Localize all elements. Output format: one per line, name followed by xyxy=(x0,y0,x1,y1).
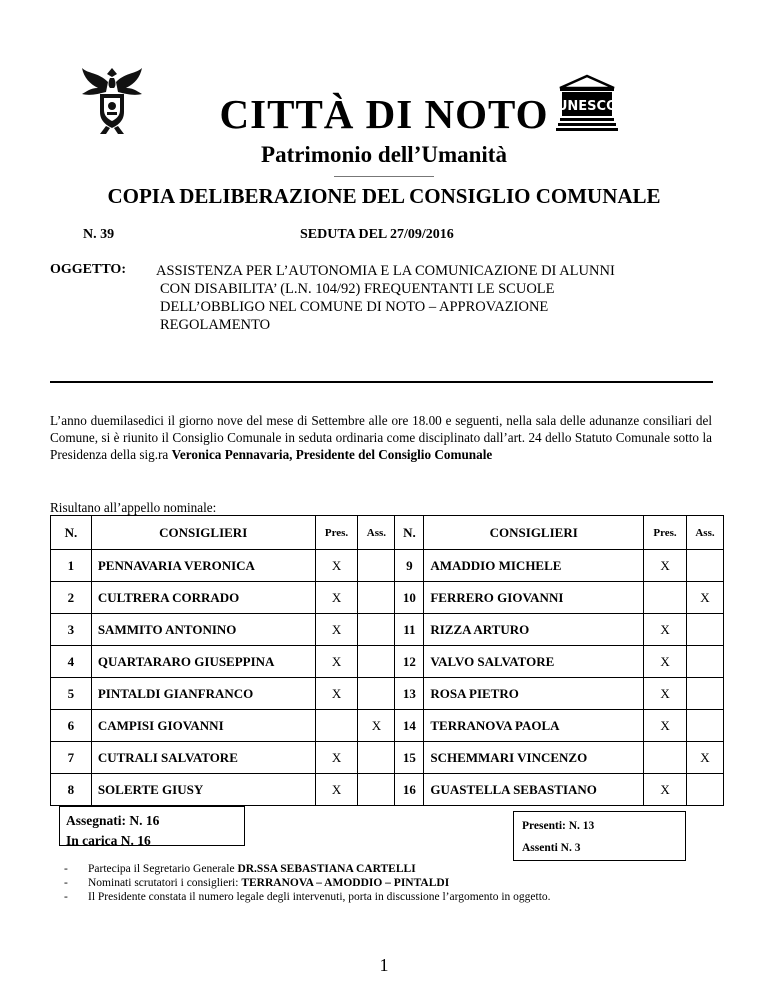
table-row xyxy=(51,646,724,678)
member-number: 9 xyxy=(395,550,424,582)
member-number: 11 xyxy=(395,614,424,646)
absent-mark xyxy=(358,550,395,582)
member-name: PINTALDI GIANFRANCO xyxy=(91,678,315,710)
member-name: QUARTARARO GIUSEPPINA xyxy=(91,646,315,678)
member-name: AMADDIO MICHELE xyxy=(424,550,644,582)
present-mark: X xyxy=(315,678,358,710)
absent-mark xyxy=(686,646,723,678)
oggetto-line: ASSISTENZA PER L’AUTONOMIA E LA COMUNICAZIONE DI ALUNNI xyxy=(156,263,615,279)
absent-mark xyxy=(358,774,395,806)
absent-mark xyxy=(686,710,723,742)
member-name: PENNAVARIA VERONICA xyxy=(91,550,315,582)
member-name: VALVO SALVATORE xyxy=(424,646,644,678)
col-header-n2: N. xyxy=(395,516,424,550)
presenti-count: Presenti: N. 13 xyxy=(522,820,595,832)
present-mark: X xyxy=(644,614,687,646)
absent-mark xyxy=(686,614,723,646)
intro-president: Veronica Pennavaria, Presidente del Consiglio Comunale xyxy=(171,447,493,462)
member-name: RIZZA ARTURO xyxy=(424,614,644,646)
table-row xyxy=(51,582,724,614)
present-mark xyxy=(644,582,687,614)
col-header-consiglieri2: CONSIGLIERI xyxy=(424,516,644,550)
table-row xyxy=(51,774,724,806)
note-item: - Il Presidente constata il numero legale degli intervenuti, porta in discussione l’argomento in oggetto. xyxy=(64,891,551,903)
member-name: GUASTELLA SEBASTIANO xyxy=(424,774,644,806)
section-divider xyxy=(50,381,713,383)
session-date: SEDUTA DEL 27/09/2016 xyxy=(300,227,454,242)
table-row xyxy=(51,614,724,646)
present-mark: X xyxy=(315,582,358,614)
deliberation-number: N. 39 xyxy=(83,227,115,242)
member-name: CAMPISI GIOVANNI xyxy=(91,710,315,742)
absent-mark: X xyxy=(686,582,723,614)
intro-text: L’anno duemilasedici il giorno nove del mese di Settembre alle ore 18.00 e seguenti, nella sala delle adunanze consiliari del Comune, si è riunito il Consiglio Comunale in seduta ordinaria come disciplinato dall’art. 24 dello Statuto Comunale sotto la Presidenza della sig.ra xyxy=(50,413,712,462)
member-name: SCHEMMARI VINCENZO xyxy=(424,742,644,774)
member-name: CUTRALI SALVATORE xyxy=(91,742,315,774)
present-mark: X xyxy=(315,742,358,774)
member-number: 8 xyxy=(51,774,92,806)
oggetto-text xyxy=(156,262,615,334)
member-name: FERRERO GIOVANNI xyxy=(424,582,644,614)
oggetto-line: DELL’OBBLIGO NEL COMUNE DI NOTO – APPROVAZIONE xyxy=(160,299,549,315)
absent-mark xyxy=(686,774,723,806)
member-name: SOLERTE GIUSY xyxy=(91,774,315,806)
assigned-box xyxy=(59,806,245,846)
member-number: 12 xyxy=(395,646,424,678)
absent-mark xyxy=(358,742,395,774)
unesco-logo-text: UNESCO xyxy=(556,99,618,114)
member-name: SAMMITO ANTONINO xyxy=(91,614,315,646)
assenti-count: Assenti N. 3 xyxy=(522,842,581,854)
subtitle-divider xyxy=(334,176,434,177)
table-row xyxy=(51,742,724,774)
note-item: - Partecipa il Segretario Generale DR.SSA SEBASTIANA CARTELLI xyxy=(64,863,416,875)
absent-mark xyxy=(358,582,395,614)
absent-mark xyxy=(358,646,395,678)
attendance-table-body xyxy=(51,550,724,806)
notes-list xyxy=(64,862,551,904)
in-carica-count: In carica N. 16 xyxy=(66,833,151,848)
member-number: 1 xyxy=(51,550,92,582)
present-mark: X xyxy=(644,678,687,710)
member-number: 2 xyxy=(51,582,92,614)
present-mark xyxy=(315,710,358,742)
member-number: 4 xyxy=(51,646,92,678)
present-mark: X xyxy=(315,774,358,806)
present-mark: X xyxy=(644,774,687,806)
present-mark: X xyxy=(644,646,687,678)
col-header-n: N. xyxy=(51,516,92,550)
assegnati-count: Assegnati: N. 16 xyxy=(66,813,160,828)
absent-mark: X xyxy=(686,742,723,774)
absent-mark: X xyxy=(358,710,395,742)
absent-mark xyxy=(686,550,723,582)
table-row xyxy=(51,678,724,710)
present-mark: X xyxy=(315,614,358,646)
member-number: 14 xyxy=(395,710,424,742)
col-header-consiglieri: CONSIGLIERI xyxy=(91,516,315,550)
present-mark: X xyxy=(644,710,687,742)
present-mark: X xyxy=(315,550,358,582)
absent-mark xyxy=(358,614,395,646)
oggetto-label: OGGETTO: xyxy=(50,262,126,277)
present-mark: X xyxy=(315,646,358,678)
oggetto-line: REGOLAMENTO xyxy=(160,317,271,333)
col-header-ass: Ass. xyxy=(358,516,395,550)
member-number: 15 xyxy=(395,742,424,774)
member-number: 10 xyxy=(395,582,424,614)
page-number: 1 xyxy=(379,955,389,975)
absent-mark xyxy=(358,678,395,710)
member-number: 5 xyxy=(51,678,92,710)
intro-paragraph xyxy=(50,412,712,463)
member-name: TERRANOVA PAOLA xyxy=(424,710,644,742)
member-number: 13 xyxy=(395,678,424,710)
member-number: 7 xyxy=(51,742,92,774)
col-header-ass2: Ass. xyxy=(686,516,723,550)
member-number: 3 xyxy=(51,614,92,646)
present-mark: X xyxy=(644,550,687,582)
col-header-pres: Pres. xyxy=(315,516,358,550)
attendance-table xyxy=(50,515,724,806)
table-header-row xyxy=(51,516,724,550)
member-number: 16 xyxy=(395,774,424,806)
member-number: 6 xyxy=(51,710,92,742)
oggetto-line: CON DISABILITA’ (L.N. 104/92) FREQUENTANTI LE SCUOLE xyxy=(160,281,555,297)
member-name: CULTRERA CORRADO xyxy=(91,582,315,614)
city-title: CITTÀ DI NOTO xyxy=(219,91,549,137)
table-row xyxy=(51,710,724,742)
page-subtitle: Patrimonio dell’Umanità xyxy=(261,142,507,167)
member-name: ROSA PIETRO xyxy=(424,678,644,710)
absent-mark xyxy=(686,678,723,710)
table-row xyxy=(51,550,724,582)
note-item: - Nominati scrutatori i consiglieri: TERRANOVA – AMODDIO – PINTALDI xyxy=(64,877,450,889)
roll-call-label: Risultano all’appello nominale: xyxy=(50,500,217,515)
col-header-pres2: Pres. xyxy=(644,516,687,550)
document-title: COPIA DELIBERAZIONE DEL CONSIGLIO COMUNALE xyxy=(107,184,661,208)
presence-box xyxy=(513,811,686,861)
present-mark xyxy=(644,742,687,774)
